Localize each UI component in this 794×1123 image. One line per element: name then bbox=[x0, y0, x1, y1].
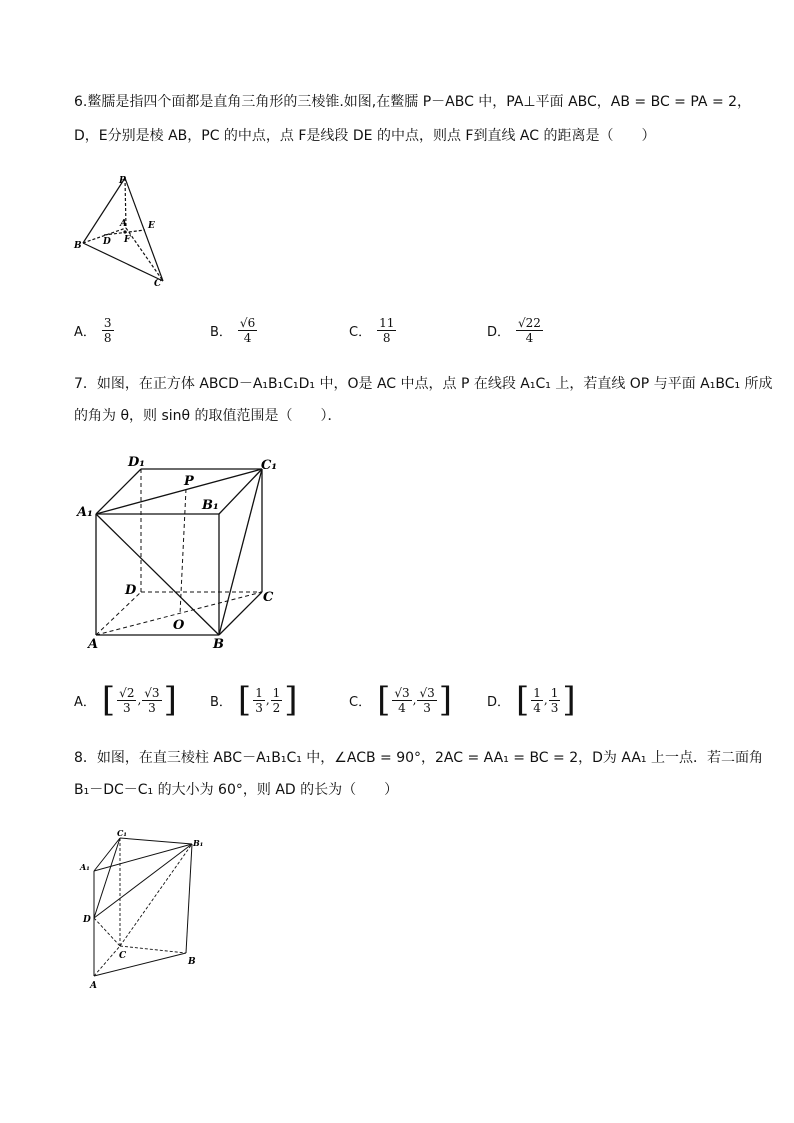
q6-label-C: C bbox=[154, 279, 162, 289]
q7-label-C1: C₁ bbox=[261, 458, 278, 473]
q6-label-E: E bbox=[148, 221, 155, 231]
q7-option-d[interactable]: D． [ $\frac{1}{4}$ , $\frac{1}{3}$ ] bbox=[487, 680, 576, 720]
q7-option-c[interactable]: C． [ $\frac{√3}{4}$ , $\frac{√3}{3}$ ] bbox=[349, 680, 452, 720]
q6-label-A: A bbox=[120, 219, 127, 229]
q7-label-B1: B₁ bbox=[202, 498, 219, 513]
q8-stem-line1: 8．如图，在直三棱柱 ABC－A₁B₁C₁ 中，∠ACB = 90°，2AC = AA₁ = BC = 2，D为 AA₁ 上一点．若二面角 bbox=[74, 750, 763, 766]
fraction-numerator: 11 bbox=[379, 316, 395, 330]
q7-label-O: O bbox=[173, 618, 185, 633]
q7-label-P: P bbox=[184, 474, 194, 489]
fraction-numerator: 1 bbox=[255, 685, 263, 700]
q8-label-D: D bbox=[83, 915, 91, 925]
q7-label-C: C bbox=[263, 590, 274, 605]
fraction-denominator: 4 bbox=[533, 700, 541, 715]
option-label: D． bbox=[487, 325, 511, 340]
fraction-numerator: √22 bbox=[518, 316, 541, 330]
option-label: B． bbox=[210, 325, 232, 340]
fraction-numerator: 1 bbox=[272, 685, 281, 700]
q8-label-C: C bbox=[119, 951, 127, 961]
option-label: D． bbox=[487, 694, 511, 710]
right-bracket: ] bbox=[562, 680, 576, 720]
right-bracket: ] bbox=[284, 680, 298, 720]
q6-stem-line2: D，E分别是棱 AB，PC 的中点，点 F是线段 DE 的中点，则点 F到直线 AC 的距离是（ ） bbox=[74, 128, 656, 144]
q7-label-D1: D₁ bbox=[128, 455, 145, 470]
q7-label-B: B bbox=[213, 637, 224, 652]
right-bracket: ] bbox=[163, 680, 177, 720]
q8-figure-prism bbox=[74, 826, 214, 996]
fraction-numerator: 3 bbox=[103, 316, 112, 330]
q8-label-B1: B₁ bbox=[193, 838, 204, 848]
q6-option-c[interactable] bbox=[349, 316, 396, 345]
q8-label-C1: C₁ bbox=[117, 828, 127, 838]
fraction-denominator: 4 bbox=[243, 331, 252, 345]
fraction-denominator: 3 bbox=[423, 700, 431, 715]
fraction-denominator: 4 bbox=[398, 700, 406, 715]
fraction-numerator: 1 bbox=[533, 685, 541, 700]
fraction-denominator: 4 bbox=[525, 331, 534, 345]
left-bracket: [ bbox=[237, 680, 252, 720]
option-label: B． bbox=[210, 694, 232, 710]
q7-stem-line2: 的角为 θ，则 sinθ 的取值范围是（ ）． bbox=[74, 408, 342, 424]
q6-label-F: F bbox=[124, 235, 131, 245]
right-bracket: ] bbox=[438, 680, 452, 720]
fraction-denominator: 3 bbox=[122, 700, 131, 715]
q7-stem-line1: 7．如图，在正方体 ABCD－A₁B₁C₁D₁ 中，O是 AC 中点，点 P 在线段 A₁C₁ 上，若直线 OP 与平面 A₁BC₁ 所成 bbox=[74, 376, 773, 392]
left-bracket: [ bbox=[101, 680, 116, 720]
q6-option-b[interactable] bbox=[210, 316, 257, 345]
option-label: C． bbox=[349, 325, 372, 340]
q6-label-D: D bbox=[103, 237, 111, 247]
q8-label-A: A bbox=[90, 981, 97, 991]
q8-label-B: B bbox=[188, 957, 196, 967]
q6-stem-line1: 6.鳖臑是指四个面都是直角三角形的三棱锥.如图,在鳖臑 P－ABC 中，PA⊥平面 ABC，AB = BC = PA = 2， bbox=[74, 94, 752, 110]
fraction-numerator: √3 bbox=[394, 685, 410, 700]
fraction-numerator: √2 bbox=[119, 685, 135, 700]
option-label: C． bbox=[349, 694, 372, 710]
q6-figure-tetrahedron bbox=[70, 168, 180, 293]
q6-option-d[interactable] bbox=[487, 316, 543, 345]
option-label: A． bbox=[74, 325, 96, 340]
fraction-numerator: 1 bbox=[550, 685, 559, 700]
left-bracket: [ bbox=[516, 680, 530, 720]
q7-label-D: D bbox=[125, 583, 137, 598]
q8-stem-line2: B₁－DC－C₁ 的大小为 60°，则 AD 的长为（ ） bbox=[74, 782, 399, 798]
fraction-denominator: 2 bbox=[272, 700, 281, 715]
fraction-denominator: 8 bbox=[382, 331, 391, 345]
fraction-denominator: 8 bbox=[103, 331, 112, 345]
fraction-denominator: 3 bbox=[148, 700, 156, 715]
q7-option-b[interactable]: B． [ $\frac{1}{3}$ , $\frac{1}{2}$ ] bbox=[210, 680, 298, 720]
fraction-numerator: √3 bbox=[144, 685, 160, 700]
q6-label-P: P bbox=[119, 176, 126, 186]
option-label: A． bbox=[74, 694, 96, 710]
q6-option-a[interactable] bbox=[74, 316, 114, 345]
q7-figure-cube bbox=[74, 452, 289, 652]
q7-option-a[interactable]: A． [ $\frac{√2}{3}$ , $\frac{√3}{3}$ ] bbox=[74, 680, 177, 720]
q7-label-A: A bbox=[88, 637, 99, 652]
left-bracket: [ bbox=[377, 680, 391, 720]
q8-label-A1: A₁ bbox=[80, 862, 90, 872]
q6-label-B: B bbox=[74, 241, 82, 251]
fraction-denominator: 3 bbox=[255, 700, 263, 715]
fraction-numerator: √6 bbox=[239, 316, 256, 330]
fraction-denominator: 3 bbox=[550, 700, 559, 715]
q7-label-A1: A₁ bbox=[77, 505, 93, 520]
fraction-numerator: √3 bbox=[419, 685, 435, 700]
